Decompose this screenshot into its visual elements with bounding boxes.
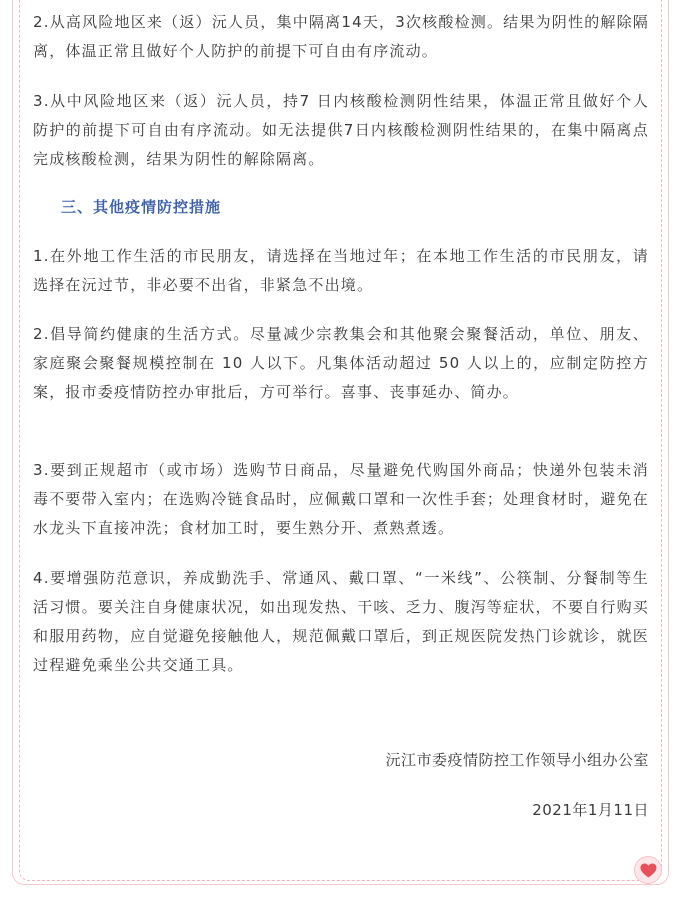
paragraph-measure-1: 1.在外地工作生活的市民朋友，请选择在当地过年；在本地工作生活的市民朋友，请选择在沅过节，非必要不出省，非紧急不出境。 — [33, 247, 649, 294]
paragraph-medium-risk: 3.从中风险地区来（返）沅人员，持7 日内核酸检测阴性结果，体温正常且做好个人防护的前提下可自由有序流动。如无法提供7日内核酸检测阴性结果的，在集中隔离点完成核酸检测，结果为阴性的解除隔离。 — [33, 92, 649, 168]
signature-date: 2021年1月11日 — [532, 801, 649, 819]
paragraph-measure-4: 4.要增强防范意识，养成勤洗手、常通风、戴口罩、“一米线”、公筷制、分餐制等生活习惯。要关注自身健康状况，如出现发热、干咳、乏力、腹泻等症状，不要自行购买和服用药物，应自觉避免接触他人，规范佩戴口罩后，到正规医院发热门诊就诊，就医过程避免乘坐公共交通工具。 — [33, 569, 649, 674]
section-heading-other-measures: 三、其他疫情防控措施 — [61, 198, 222, 216]
paragraph-measure-2: 2.倡导简约健康的生活方式。尽量减少宗教集会和其他聚会聚餐活动，单位、朋友、家庭聚会聚餐规模控制在 10 人以下。凡集体活动超过 50 人以上的，应制定防控方案，报市委疫情防控办审批后，方可举行。喜事、丧事延办、简办。 — [33, 325, 649, 401]
paragraph-high-risk: 2.从高风险地区来（返）沅人员，集中隔离14天，3次核酸检测。结果为阴性的解除隔离，体温正常且做好个人防护的前提下可自由有序流动。 — [33, 13, 649, 60]
heart-badge[interactable] — [634, 856, 662, 884]
paragraph-measure-3: 3.要到正规超市（或市场）选购节日商品，尽量避免代购国外商品；快递外包装未消毒不要带入室内；在选购冷链食品时，应佩戴口罩和一次性手套；处理食材时，避免在水龙头下直接冲洗；食材加工时，要生熟分开、煮熟煮透。 — [33, 461, 649, 537]
heart-icon — [640, 863, 657, 878]
signature-office: 沅江市委疫情防控工作领导小组办公室 — [385, 751, 649, 769]
